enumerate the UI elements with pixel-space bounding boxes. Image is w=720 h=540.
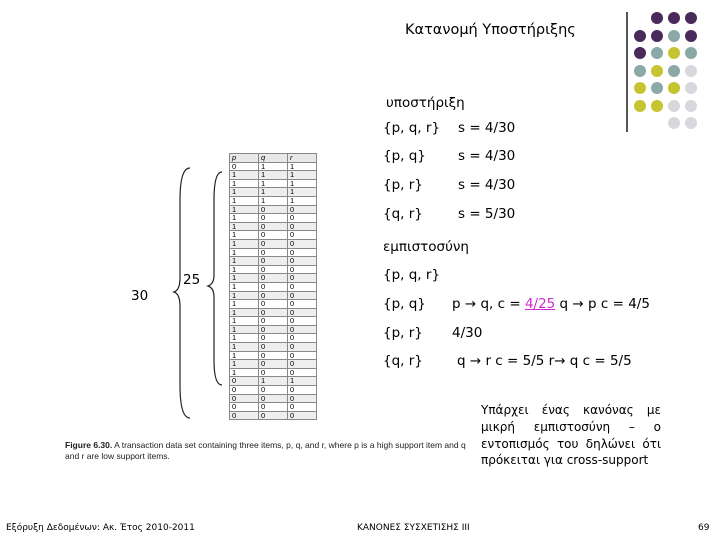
table-row [230, 171, 317, 180]
table-cell: 0 [259, 308, 288, 317]
table-cell: 0 [230, 386, 259, 395]
table-cell: 0 [259, 248, 288, 257]
table-cell: 0 [288, 411, 317, 420]
table-cell: 1 [230, 334, 259, 343]
table-cell: 1 [230, 360, 259, 369]
table-cell: 0 [259, 317, 288, 326]
table-cell: 0 [288, 394, 317, 403]
decorative-dot [685, 65, 697, 77]
table-cell: 0 [259, 274, 288, 283]
table-cell: 0 [288, 257, 317, 266]
support-itemset-pqr: {p, q, r} [383, 120, 441, 136]
table-row [230, 188, 317, 197]
table-cell: 0 [259, 411, 288, 420]
table-row [230, 179, 317, 188]
confidence-itemset-pqr: {p, q, r} [383, 267, 441, 283]
table-row [230, 291, 317, 300]
title-divider [626, 12, 628, 132]
table-cell: 1 [230, 325, 259, 334]
caption-label: Figure 6.30. [65, 440, 113, 450]
table-cell: 0 [259, 394, 288, 403]
decorative-dot [668, 100, 680, 112]
decorative-dot [668, 65, 680, 77]
decorative-dot [634, 47, 646, 59]
table-cell: 0 [259, 360, 288, 369]
table-cell: 1 [230, 274, 259, 283]
confidence-itemset-pr: {p, r} [383, 325, 423, 341]
table-cell: 0 [259, 222, 288, 231]
table-row [230, 231, 317, 240]
table-row [230, 360, 317, 369]
table-cell: 1 [259, 171, 288, 180]
table-header-q: q [259, 154, 288, 163]
table-cell: 1 [230, 308, 259, 317]
inner-brace-label: 25 [183, 272, 201, 288]
table-cell: 0 [259, 403, 288, 412]
table-cell: 0 [259, 300, 288, 309]
table-cell: 0 [288, 214, 317, 223]
transaction-table [229, 153, 317, 420]
decorative-dot [668, 82, 680, 94]
table-cell: 0 [288, 300, 317, 309]
table-row [230, 222, 317, 231]
slide-title: Κατανομή Υποστήριξης [405, 22, 576, 38]
table-row [230, 274, 317, 283]
decorative-dot [685, 117, 697, 129]
table-cell: 0 [288, 325, 317, 334]
support-heading: υποστήριξη [386, 95, 465, 111]
table-row [230, 403, 317, 412]
table-cell: 0 [288, 360, 317, 369]
table-cell: 0 [259, 239, 288, 248]
table-cell: 0 [288, 239, 317, 248]
table-cell: 0 [230, 411, 259, 420]
table-cell: 0 [230, 403, 259, 412]
support-itemset-pq: {p, q} [383, 148, 426, 164]
support-value-pq: s = 4/30 [458, 148, 516, 164]
table-cell: 0 [288, 334, 317, 343]
table-cell: 0 [288, 351, 317, 360]
support-value-qr: s = 5/30 [458, 206, 516, 222]
table-row [230, 317, 317, 326]
table-cell: 0 [288, 368, 317, 377]
support-value-pqr: s = 4/30 [458, 120, 516, 136]
inner-brace [208, 172, 222, 385]
table-row [230, 282, 317, 291]
decorative-dot [651, 12, 663, 24]
decorative-dot [651, 82, 663, 94]
table-row [230, 351, 317, 360]
confidence-value-pr: 4/30 [452, 325, 483, 341]
table-row [230, 214, 317, 223]
decorative-dot [685, 30, 697, 42]
table-cell: 1 [259, 196, 288, 205]
table-cell: 1 [230, 205, 259, 214]
table-cell: 1 [288, 171, 317, 180]
table-cell: 1 [230, 248, 259, 257]
table-cell: 0 [288, 205, 317, 214]
table-cell: 1 [230, 282, 259, 291]
decorative-dot [651, 65, 663, 77]
table-cell: 0 [288, 308, 317, 317]
decorative-dot [651, 47, 663, 59]
table-cell: 0 [288, 343, 317, 352]
footer-topic: ΚΑΝΟΝΕΣ ΣΥΣΧΕΤΙΣΗΣ ΙΙΙ [357, 523, 470, 533]
table-cell: 1 [230, 188, 259, 197]
table-cell: 1 [230, 343, 259, 352]
table-cell: 0 [259, 282, 288, 291]
table-cell: 1 [230, 231, 259, 240]
table-cell: 0 [259, 231, 288, 240]
table-header-row [230, 154, 317, 163]
table-row [230, 162, 317, 171]
decorative-dot [685, 100, 697, 112]
table-cell: 0 [288, 386, 317, 395]
support-itemset-qr: {q, r} [383, 206, 423, 222]
table-cell: 0 [259, 214, 288, 223]
decorative-dot [651, 100, 663, 112]
outer-brace [174, 168, 190, 418]
table-cell: 1 [230, 171, 259, 180]
decorative-dot [668, 117, 680, 129]
table-cell: 1 [259, 162, 288, 171]
table-cell: 1 [230, 317, 259, 326]
table-cell: 1 [288, 377, 317, 386]
table-row [230, 386, 317, 395]
support-itemset-pr: {p, r} [383, 177, 423, 193]
grouping-braces [170, 160, 230, 430]
table-cell: 1 [230, 239, 259, 248]
table-cell: 1 [230, 257, 259, 266]
table-row [230, 248, 317, 257]
table-cell: 1 [259, 377, 288, 386]
table-cell: 0 [230, 162, 259, 171]
table-cell: 0 [288, 274, 317, 283]
figure-caption [65, 440, 475, 462]
table-cell: 1 [288, 179, 317, 188]
confidence-itemset-pq: {p, q} [383, 296, 426, 312]
table-cell: 0 [288, 231, 317, 240]
table-cell: 0 [288, 291, 317, 300]
page-number: 69 [698, 523, 710, 533]
confidence-itemset-qr: {q, r} [383, 353, 423, 369]
outer-brace-label: 30 [131, 288, 149, 304]
table-row [230, 411, 317, 420]
table-cell: 0 [288, 222, 317, 231]
table-row [230, 196, 317, 205]
confidence-heading: εμπιστοσύνη [383, 239, 469, 255]
decorative-dot [634, 30, 646, 42]
table-cell: 0 [259, 205, 288, 214]
table-cell: 0 [288, 248, 317, 257]
decorative-dot [634, 65, 646, 77]
decorative-dot [634, 100, 646, 112]
decorative-dot [668, 30, 680, 42]
confidence-value-pq: p → q, c = 4/25 q → p c = 4/5 [452, 296, 650, 312]
table-cell: 0 [259, 351, 288, 360]
table-cell: 0 [288, 317, 317, 326]
table-row [230, 343, 317, 352]
table-cell: 0 [259, 368, 288, 377]
table-row [230, 368, 317, 377]
table-row [230, 265, 317, 274]
decorative-dot [651, 30, 663, 42]
decorative-dot [685, 82, 697, 94]
table-row [230, 308, 317, 317]
table-cell: 1 [288, 188, 317, 197]
table-cell: 0 [288, 403, 317, 412]
table-row [230, 300, 317, 309]
table-body [230, 162, 317, 420]
table-cell: 1 [230, 196, 259, 205]
decorative-dot [685, 12, 697, 24]
table-header-p: p [230, 154, 259, 163]
caption-text: A transaction data set containing three items, p, q, and r, where p is a high support item and q and r are low support items. [65, 440, 466, 461]
cross-support-note: Υπάρχει ένας κανόνας με μικρή εμπιστοσύνη – ο εντοπισμός του δηλώνει ότι πρόκειται για cross-support [481, 403, 661, 468]
table-cell: 0 [259, 343, 288, 352]
table-cell: 1 [230, 214, 259, 223]
table-cell: 1 [230, 351, 259, 360]
table-cell: 0 [259, 325, 288, 334]
table-cell: 1 [230, 265, 259, 274]
table-row [230, 239, 317, 248]
table-cell: 0 [288, 282, 317, 291]
decorative-dot [685, 47, 697, 59]
table-header-r: r [288, 154, 317, 163]
table-row [230, 377, 317, 386]
table-cell: 1 [288, 196, 317, 205]
table-cell: 1 [230, 222, 259, 231]
table-cell: 0 [230, 377, 259, 386]
table-cell: 0 [288, 265, 317, 274]
support-value-pr: s = 4/30 [458, 177, 516, 193]
decorative-dot [668, 47, 680, 59]
table-cell: 0 [259, 265, 288, 274]
footer-course: Εξόρυξη Δεδομένων: Ακ. Έτος 2010-2011 [6, 523, 195, 533]
table-cell: 0 [259, 257, 288, 266]
low-confidence-value: 4/25 [524, 296, 556, 312]
table-cell: 0 [259, 386, 288, 395]
confidence-value-qr: q → r c = 5/5 r→ q c = 5/5 [457, 353, 632, 369]
table-cell: 1 [288, 162, 317, 171]
table-cell: 0 [259, 291, 288, 300]
table-cell: 1 [259, 188, 288, 197]
table-row [230, 394, 317, 403]
table-row [230, 257, 317, 266]
decorative-dot [634, 82, 646, 94]
table-cell: 0 [259, 334, 288, 343]
table-row [230, 325, 317, 334]
table-cell: 1 [230, 368, 259, 377]
table-cell: 1 [230, 291, 259, 300]
table-row [230, 205, 317, 214]
decorative-dot [668, 12, 680, 24]
table-cell: 0 [230, 394, 259, 403]
table-row [230, 334, 317, 343]
table-cell: 1 [230, 300, 259, 309]
table-cell: 1 [230, 179, 259, 188]
table-cell: 1 [259, 179, 288, 188]
